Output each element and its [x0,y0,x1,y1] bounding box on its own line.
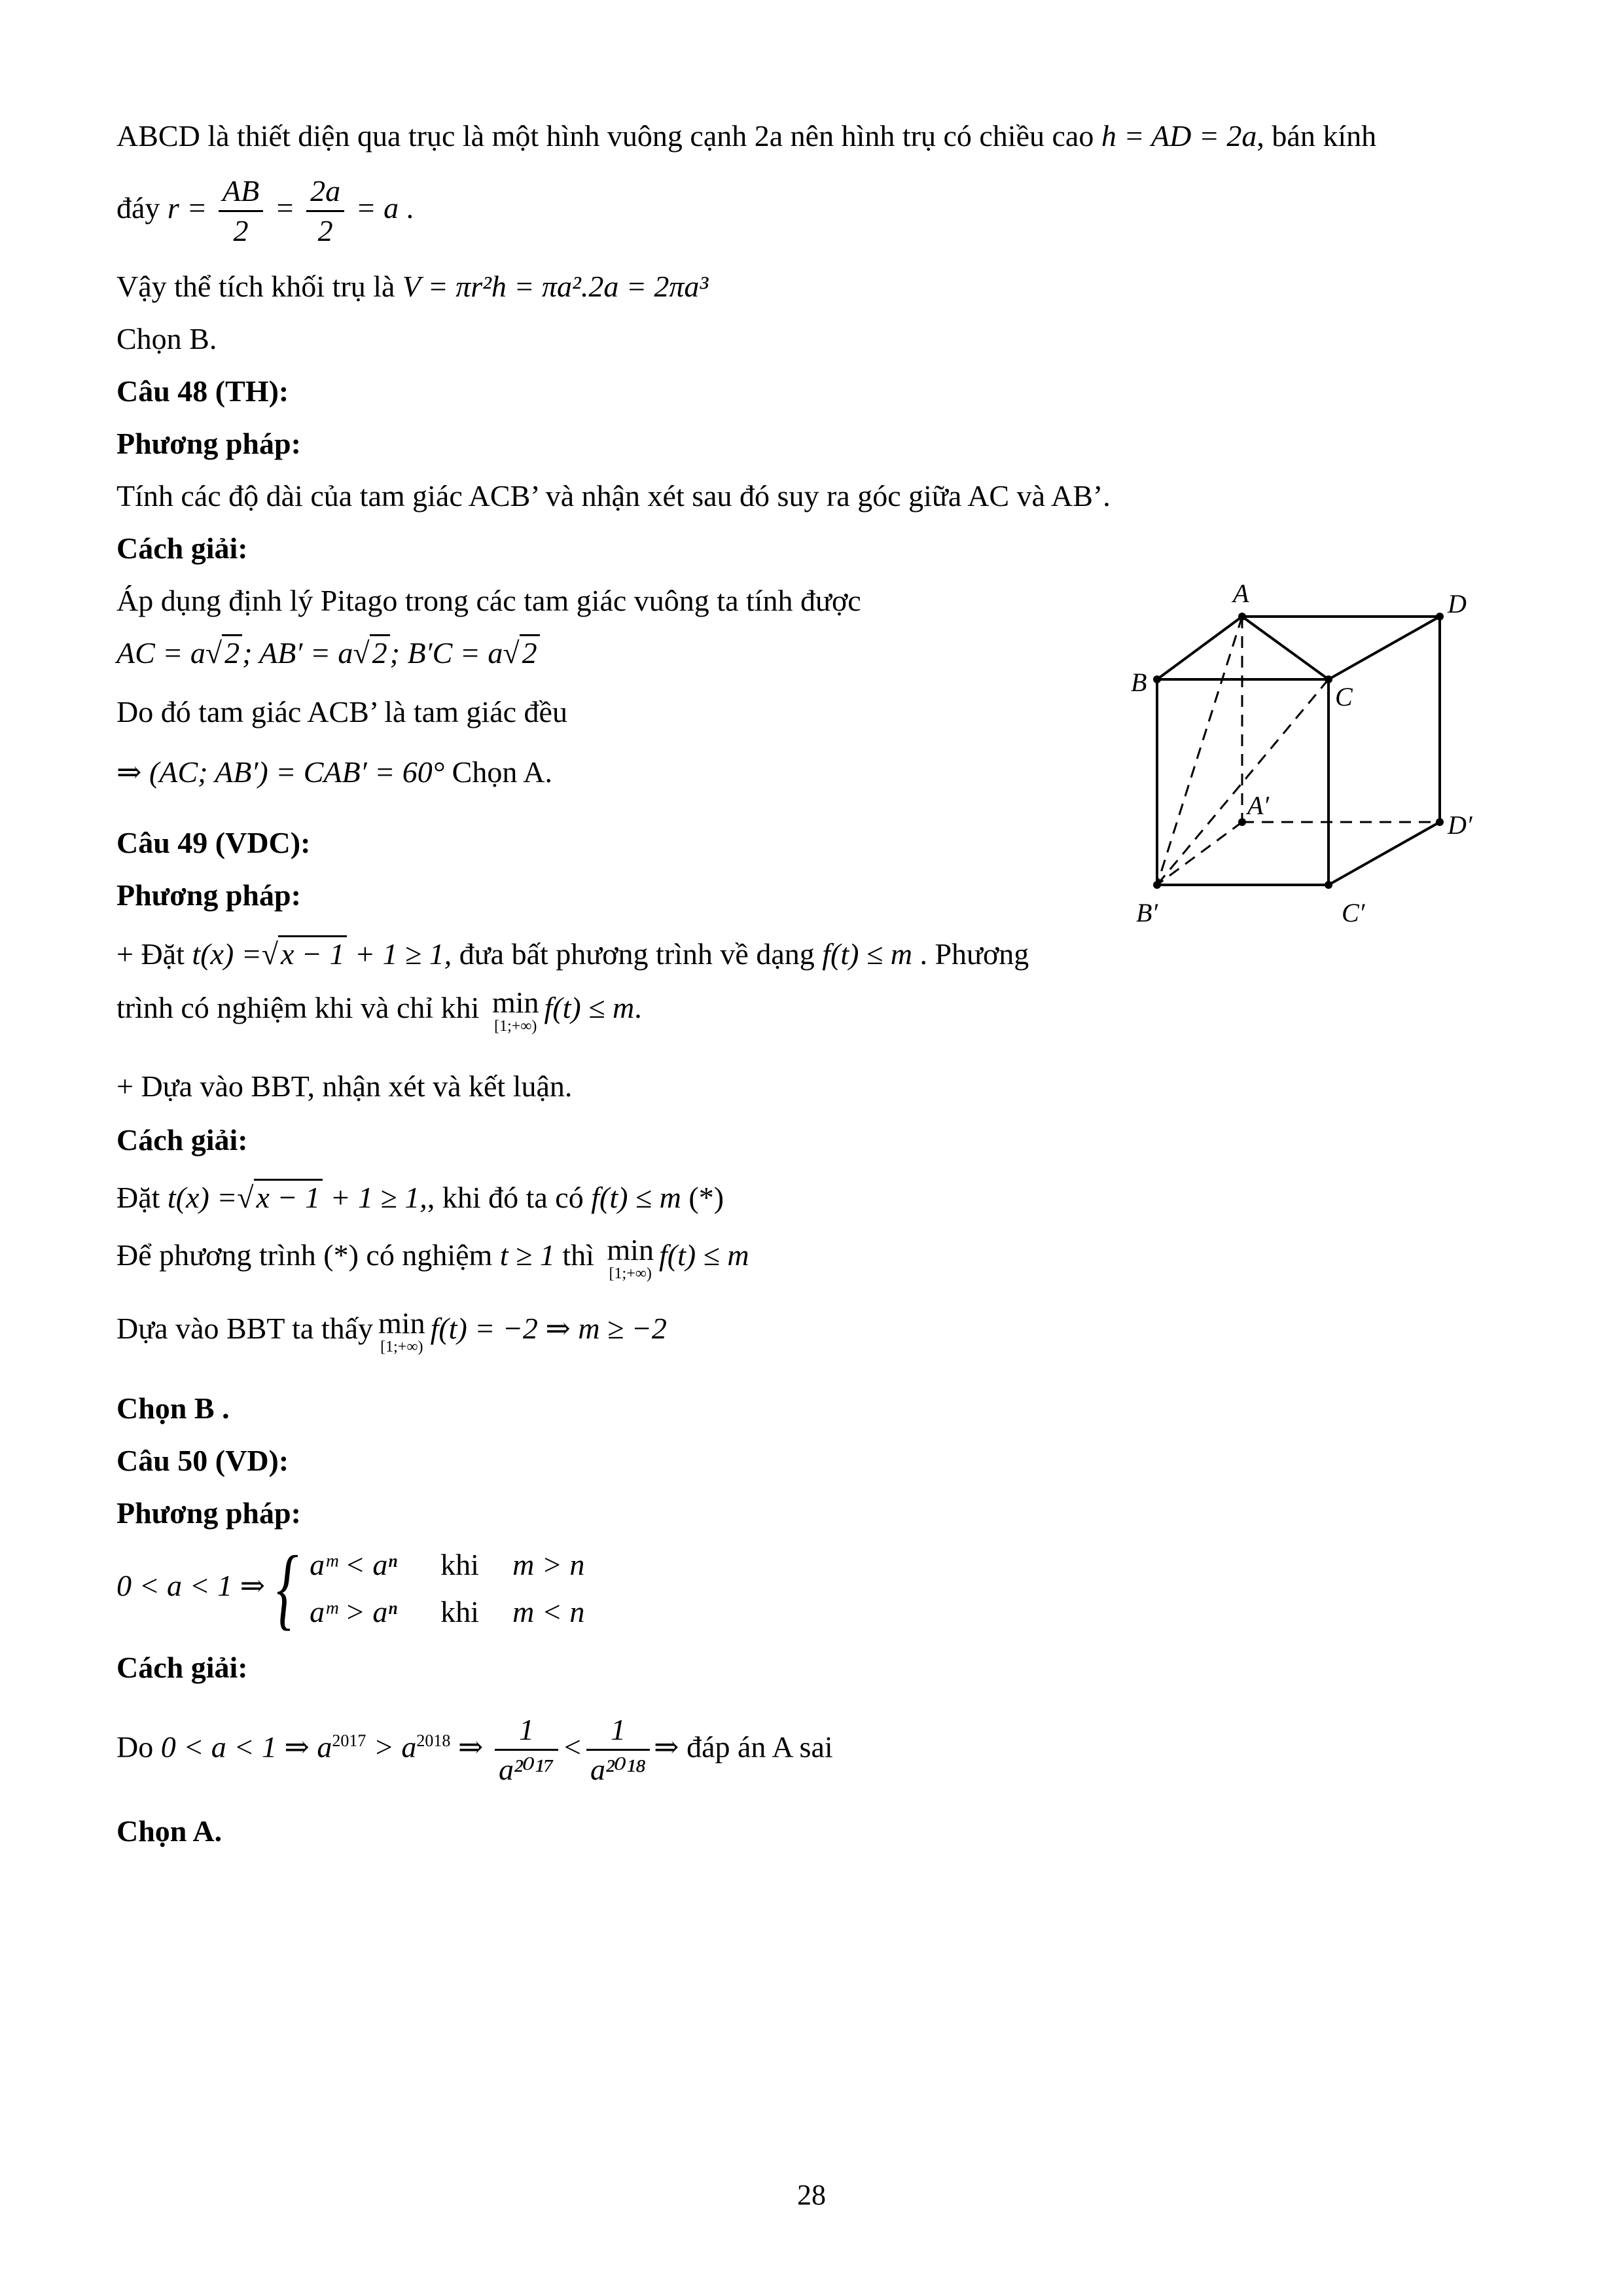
math: V = πr²h = πa².2a = 2πa³ [402,270,709,303]
cube-figure [1113,569,1479,936]
math: ; B′C = a [389,636,503,670]
text: trình có nghiệm khi và chỉ khi [116,991,480,1024]
math: = [274,191,295,224]
text-line: Chọn B. [116,322,217,355]
math: 0 < a < 1 ⇒ [116,1569,266,1602]
math: m > n [512,1548,585,1582]
numerator: 1 [586,1711,650,1751]
math: ; AB′ = a [242,636,353,670]
math: > a [366,1730,417,1764]
min-operator [378,1306,425,1356]
text-line [116,1306,667,1356]
exponent: 2018 [416,1731,451,1750]
question-heading: Câu 48 (TH): [116,374,289,408]
text: , bán kính [1257,119,1377,152]
text: + Đặt [116,937,185,971]
math: aᵐ > aⁿ [310,1595,397,1629]
min-word: min [607,1233,654,1266]
text: , khi đó ta có [427,1181,584,1214]
text-line [116,267,708,306]
math: < [562,1730,583,1764]
denominator: a²⁰¹⁸ [590,1753,647,1787]
min-subscript: [1;+∞) [380,1338,423,1355]
math: aᵐ < aⁿ [310,1548,397,1582]
edge-AB [1157,617,1242,679]
section-heading: Cách giải: [116,1123,248,1157]
text-line: Đặt t(x) =√x − 1 + 1 ≥ 1,, khi đó ta có f(t) ≤ m (*) [116,1178,724,1217]
min-word: min [491,986,539,1019]
page-number: 28 [797,2179,826,2211]
min-operator [492,988,539,1035]
section-heading: Cách giải: [116,531,248,565]
text: thì [562,1238,594,1272]
math: x − 1 [278,935,347,971]
segment-AB1 [1157,617,1242,885]
fraction [306,172,344,250]
math: ⇒ [450,1730,484,1764]
text: Chọn A. [452,755,553,789]
math: h = AD = 2a [1101,119,1257,152]
text: . Phương [919,937,1029,971]
section-heading: Phương pháp: [116,427,301,460]
denominator: 2 [317,213,333,247]
math: m < n [512,1595,585,1629]
numerator: 1 [495,1711,558,1751]
fraction [219,172,263,250]
math: r = [167,191,207,224]
math: 2 [370,634,390,670]
math: ⇒ (AC; AB′) = CAB′ = 60° [116,755,445,789]
edge-AC [1242,617,1329,679]
text: Đặt [116,1181,160,1214]
text-line: Tính các độ dài của tam giác ACB’ và nhận xét sau đó suy ra góc giữa AC và AB’. [116,479,1111,512]
denominator: a²⁰¹⁷ [498,1753,554,1787]
text-line [116,988,642,1035]
choice-line: Chọn A. [116,1814,223,1848]
min-subscript: [1;+∞) [609,1265,652,1282]
math: t(x) = [167,1181,238,1214]
text-line [116,1233,749,1283]
label-C: C [1335,682,1353,711]
label-A: A [1233,579,1249,608]
math: = a [355,191,399,224]
label-D: D [1448,589,1467,619]
text-line [116,753,552,792]
system-row [310,1541,584,1588]
question-heading: Câu 50 (VD): [116,1444,289,1477]
numerator: AB [219,172,263,212]
section-heading: Cách giải: [116,1651,248,1684]
text: ABCD là thiết diện qua trục là một hình vuông cạnh 2a nên hình trụ có chiều cao [116,119,1094,152]
label-B1: B′ [1136,898,1158,927]
math: + 1 ≥ 1, [354,937,452,971]
choice-line: Chọn B . [116,1391,230,1425]
math: f(t) ≤ m [591,1181,681,1214]
text-line: Do đó tam giác ACB’ là tam giác đều [116,695,567,728]
min-operator [607,1233,654,1283]
section-heading: Phương pháp: [116,878,301,912]
label-C1: C′ [1342,898,1365,927]
fraction [495,1711,558,1789]
text: (*) [688,1181,724,1214]
label-D1: D′ [1448,810,1472,840]
text: . [406,191,414,224]
math: 2 [222,634,242,670]
exponent: 2017 [332,1731,366,1750]
text: ⇒ đáp án A sai [654,1730,833,1764]
text: đưa bất phương trình về dạng [459,937,815,971]
math: f(t) = −2 ⇒ m ≥ −2 [430,1312,667,1345]
text: khi [440,1548,479,1582]
min-word: min [378,1306,425,1340]
text: đáy [116,191,160,224]
text-line: + Đặt t(x) =√x − 1 + 1 ≥ 1, đưa bất phương trình về dạng f(t) ≤ m . Phương [116,935,1029,974]
math: t ≥ 1 [499,1238,555,1272]
math: x − 1 [254,1179,323,1214]
label-B: B [1131,668,1147,697]
math: f(t) ≤ m [658,1238,749,1272]
text: khi [440,1595,479,1629]
text: Dựa vào BBT ta thấy [116,1312,374,1345]
edge-C1D1 [1329,822,1440,885]
text-line [116,117,1376,156]
math: 2 [520,634,540,670]
text-line: + Dựa vào BBT, nhận xét và kết luận. [116,1069,573,1103]
math: AC = a [116,636,205,670]
text-line [116,169,414,250]
fraction [586,1711,650,1789]
math-system [116,1537,585,1640]
text: Để phương trình (*) có nghiệm [116,1238,493,1272]
numerator: 2a [306,172,344,212]
label-A1: A′ [1247,791,1270,820]
math: f(t) ≤ m [822,937,912,971]
edge-A1B1 [1157,822,1242,885]
math-line: AC = a√2; AB′ = a√2; B′C = a√2 [116,634,540,673]
system-rows [310,1541,584,1636]
math: + 1 ≥ 1, [330,1181,427,1214]
text: Vậy thể tích khối trụ là [116,270,395,303]
text-line: Áp dụng định lý Pitago trong các tam giác vuông ta tính được [116,584,861,617]
text: Do [116,1730,154,1764]
math: t(x) = [192,937,262,971]
denominator: 2 [233,213,249,247]
min-subscript: [1;+∞) [494,1018,537,1035]
math: f(t) ≤ m [544,991,635,1024]
question-heading: Câu 49 (VDC): [116,826,311,859]
edge-DC [1329,617,1440,679]
system-row [310,1588,584,1636]
section-heading: Phương pháp: [116,1496,301,1530]
brace: { [276,1537,298,1640]
text-line [116,1702,833,1789]
math: 0 < a < 1 ⇒ a [160,1730,332,1764]
text: . [634,991,642,1024]
